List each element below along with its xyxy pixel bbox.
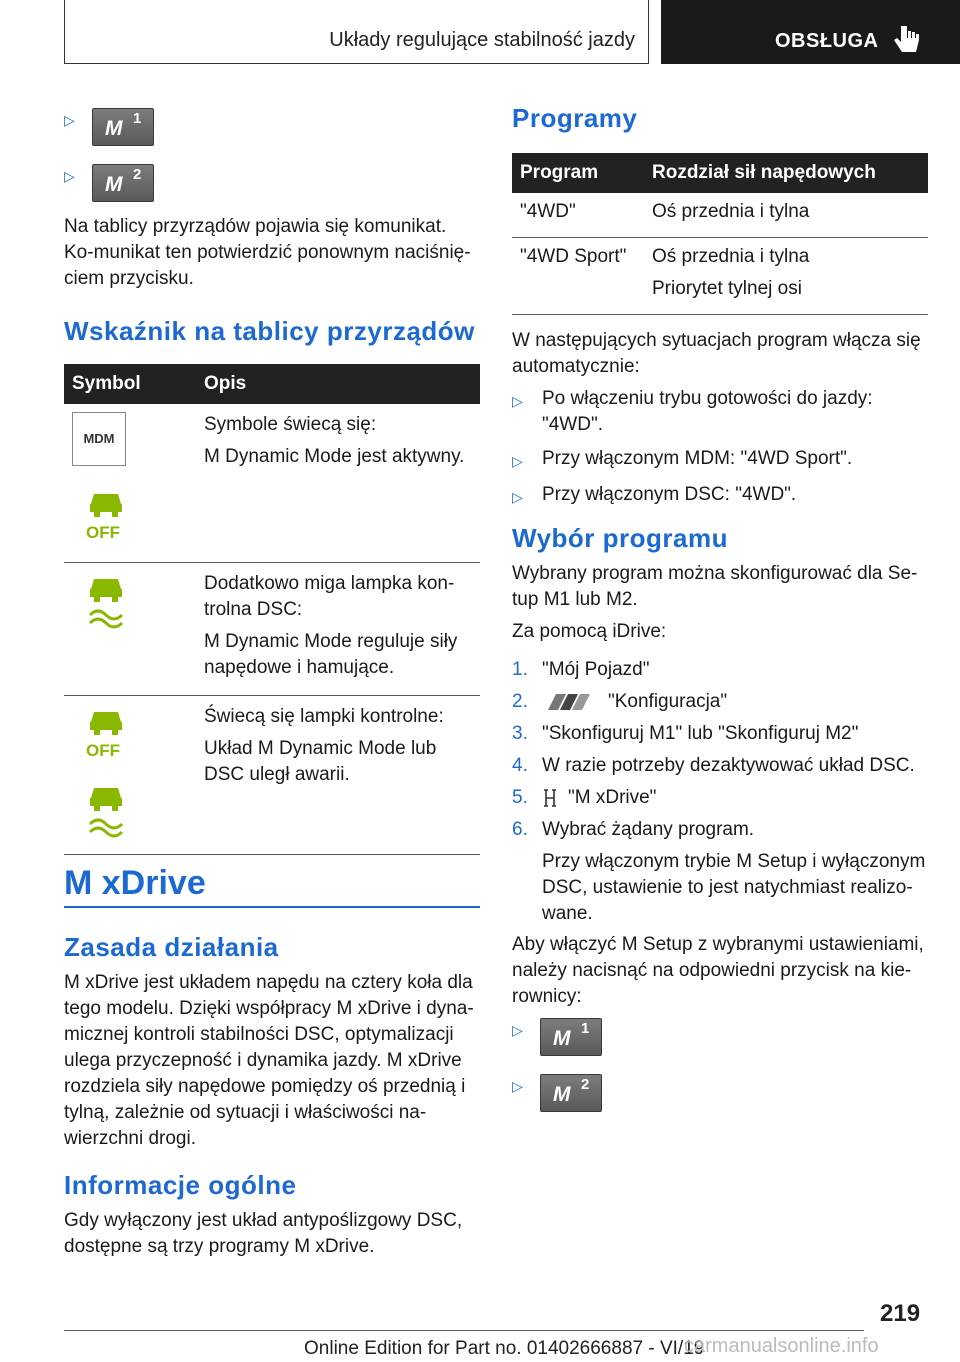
chapter-divider — [64, 906, 480, 908]
list-item — [512, 446, 928, 474]
header-title: Układy regulujące stabilność jazdy — [329, 29, 635, 51]
table-row — [64, 563, 480, 696]
m-number: 2 — [581, 1076, 590, 1093]
svg-text:OFF: OFF — [86, 741, 120, 760]
page-number: 219 — [880, 1300, 921, 1327]
hand-pointer-icon — [893, 24, 923, 56]
table-row — [512, 193, 928, 238]
svg-text:OFF: OFF — [86, 523, 120, 542]
activate-text: Aby włączyć M Setup z wybranymi ustawieniami, należy nacisnąć na odpowiedni przycisk na kie-rownicy: — [512, 934, 924, 1007]
step-item — [512, 785, 928, 811]
m2-button-icon — [92, 164, 154, 202]
mdm-icon: MDM — [72, 412, 126, 466]
row-text: M Dynamic Mode reguluje siły napędowe i hamujące. — [204, 631, 458, 678]
m1-button-icon — [92, 108, 154, 146]
triangle-bullet-icon: ▷ — [64, 112, 75, 128]
m-letter: M — [105, 173, 123, 196]
footer-edition: Online Edition for Part no. 01402666887 - VI/19 — [304, 1338, 705, 1359]
step-text: "M xDrive" — [568, 787, 657, 808]
col-header-symbol: Symbol — [64, 364, 196, 404]
section-heading-principle: Zasada działania — [64, 932, 279, 962]
list-item — [64, 108, 480, 146]
col-header-opis: Opis — [196, 364, 480, 404]
table-row — [64, 404, 480, 563]
dsc-off-icon — [86, 706, 126, 760]
step-text: "Mój Pojazd" — [542, 659, 650, 680]
chapter-title: M xDrive — [64, 864, 206, 902]
section-heading-indicator: Wskaźnik na tablicy przyrządów — [64, 316, 475, 346]
step-text: W razie potrzeby dezaktywować układ DSC. — [542, 755, 915, 776]
indicator-table — [64, 364, 480, 855]
m-number: 1 — [133, 110, 142, 127]
dsc-warning-icon — [86, 784, 126, 838]
section-heading-programs: Programy — [512, 103, 638, 133]
dsc-off-icon — [86, 488, 126, 542]
m1-button-icon — [540, 1018, 602, 1056]
program-distribution: Oś przednia i tylna — [652, 201, 810, 222]
m-number: 2 — [133, 166, 142, 183]
triangle-bullet-icon: ▷ — [64, 168, 75, 184]
triangle-bullet-icon: ▷ — [512, 489, 523, 505]
footer-divider — [64, 1330, 864, 1331]
m-button-list-top — [64, 108, 480, 202]
idrive-text: Za pomocą iDrive: — [512, 621, 667, 642]
table-row — [512, 238, 928, 315]
step-item — [512, 689, 928, 715]
programs-table — [512, 153, 928, 315]
auto-list — [512, 386, 928, 510]
step-number: 1. — [512, 659, 528, 680]
list-item — [512, 1018, 602, 1056]
program-distribution: Oś przednia i tylna — [652, 246, 810, 267]
row-text: Dodatkowo miga lampka kon-trolna DSC: — [204, 573, 455, 620]
dsc-warning-icon — [86, 575, 126, 629]
m2-button-icon — [540, 1074, 602, 1112]
list-item-text: Przy włączonym MDM: "4WD Sport". — [542, 448, 853, 469]
list-item-text: Po włączeniu trybu gotowości do jazdy: "4WD". — [542, 388, 873, 435]
m-button-list-bottom — [512, 1018, 602, 1112]
step-item — [512, 657, 928, 683]
footer-watermark: carmanualsonline.info — [684, 1335, 879, 1357]
program-name: "4WD Sport" — [520, 246, 627, 267]
step-text: "Skonfiguruj M1" lub "Skonfiguruj M2" — [542, 723, 859, 744]
step-item — [512, 817, 928, 843]
triangle-bullet-icon: ▷ — [512, 393, 523, 409]
list-item — [512, 386, 928, 438]
row-text: Symbole świecą się: — [204, 414, 377, 435]
step-note: Przy włączonym trybie M Setup i wyłączonym DSC, ustawienie to jest natychmiast realizo-wane. — [542, 851, 926, 924]
header-tab-label: OBSŁUGA — [775, 30, 879, 52]
selection-text: Wybrany program można skonfigurować dla Se-tup M1 lub M2. — [512, 563, 918, 610]
general-text: Gdy wyłączony jest układ antypoślizgowy DSC, dostępne są trzy programy M xDrive. — [64, 1210, 463, 1257]
step-item — [512, 753, 928, 779]
row-text: M Dynamic Mode jest aktywny. — [204, 446, 465, 467]
col-header-program: Program — [512, 153, 644, 193]
col-header-distribution: Rozdział sił napędowych — [644, 153, 928, 193]
steps-list — [512, 657, 928, 927]
m-number: 1 — [581, 1020, 590, 1037]
step-number: 4. — [512, 755, 528, 776]
table-row — [64, 696, 480, 855]
section-heading-general: Informacje ogólne — [64, 1170, 297, 1200]
principle-text: M xDrive jest układem napędu na cztery koła dla tego modelu. Dzięki współpracy M xDrive i dyna-micznej kontroli stabilności DSC, optymalizacji ulega przyczepność i dynamika jazdy. M xDrive rozdziela siły napędowe pomiędzy oś przednią i tylną, zależnie od sytuacji i właściwości na-wierzchni drogi. — [64, 972, 474, 1149]
list-item — [64, 164, 480, 202]
program-name: "4WD" — [520, 201, 576, 222]
section-heading-selection: Wybór programu — [512, 523, 728, 553]
auto-text: W następujących sytuacjach program włącza się automatycznie: — [512, 330, 921, 377]
step-number: 2. — [512, 691, 528, 712]
xdrive-icon — [542, 788, 558, 808]
list-item — [512, 1074, 602, 1112]
list-item — [512, 482, 928, 510]
intro-text: Na tablicy przyrządów pojawia się komunikat. Ko-munikat ten potwierdzić ponownym naciśnię-ciem przycisku. — [64, 216, 471, 289]
step-text: "Konfiguracja" — [608, 691, 728, 712]
m-stripes-icon — [542, 694, 598, 710]
m-letter: M — [553, 1027, 571, 1050]
m-letter: M — [553, 1083, 571, 1106]
row-text: Świecą się lampki kontrolne: — [204, 706, 444, 727]
step-item — [512, 721, 928, 747]
triangle-bullet-icon: ▷ — [512, 1022, 523, 1038]
step-number: 6. — [512, 819, 528, 840]
step-number: 3. — [512, 723, 528, 744]
m-letter: M — [105, 117, 123, 140]
triangle-bullet-icon: ▷ — [512, 453, 523, 469]
step-number: 5. — [512, 787, 528, 808]
list-item-text: Przy włączonym DSC: "4WD". — [542, 484, 797, 505]
step-text: Wybrać żądany program. — [542, 819, 755, 840]
triangle-bullet-icon: ▷ — [512, 1078, 523, 1094]
row-text: Układ M Dynamic Mode lub DSC uległ awarii. — [204, 738, 437, 785]
program-priority: Priorytet tylnej osi — [652, 278, 802, 299]
